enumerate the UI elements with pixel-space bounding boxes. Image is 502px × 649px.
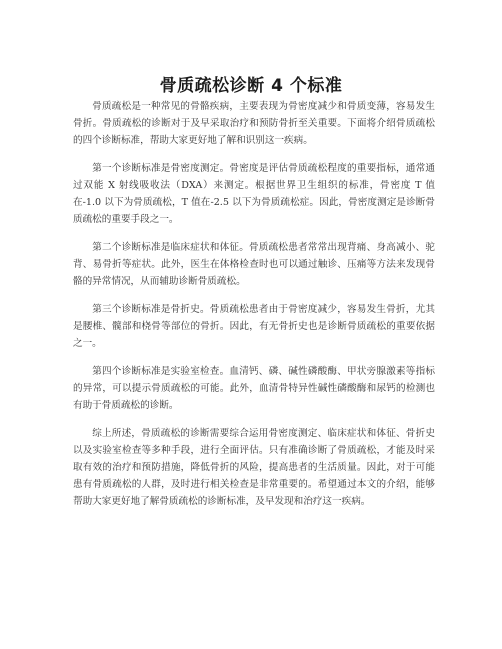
paragraph-criterion-1: 第一个诊断标准是骨密度测定。骨密度是评估骨质疏松程度的重要指标，通常通过双能 X 射线吸收法（DXA）来测定。根据世界卫生组织的标准，骨密度 T 值在-1.0 以下为骨质疏松，T 值在-2.5 以下为骨质疏松症。因此，骨密度测定是诊断骨质疏松的重要手段之一。: [73, 163, 435, 225]
paragraph-intro: 骨质疏松是一种常见的骨骼疾病，主要表现为骨密度减少和骨质变薄，容易发生骨折。骨质疏松的诊断对于及早采取治疗和预防骨折至关重要。下面将介绍骨质疏松的四个诊断标准，帮助大家更好地了解和识别这一疾病。: [73, 101, 435, 146]
paragraph-conclusion: 综上所述，骨质疏松的诊断需要综合运用骨密度测定、临床症状和体征、骨折史以及实验室检查等多种手段，进行全面评估。只有准确诊断了骨质疏松，才能及时采取有效的治疗和预防措施，降低骨折的风险，提高患者的生活质量。因此，对于可能患有骨质疏松的人群，及时进行相关检查是非常重要的。希望通过本文的介绍，能够帮助大家更好地了解骨质疏松的诊断标准，及早发现和治疗这一疾病。: [73, 428, 435, 507]
paragraph-criterion-4: 第四个诊断标准是实验室检查。血清钙、磷、碱性磷酸酶、甲状旁腺激素等指标的异常，可以提示骨质疏松的可能。此外，血清骨特异性碱性磷酸酶和尿钙的检测也有助于骨质疏松的诊断。: [73, 366, 435, 411]
document-title: 骨质疏松诊断 4 个标准: [159, 76, 343, 97]
paragraph-criterion-3: 第三个诊断标准是骨折史。骨质疏松患者由于骨密度减少，容易发生骨折，尤其是腰椎、髋部和桡骨等部位的骨折。因此，有无骨折史也是诊断骨质疏松的重要依据之一。: [73, 304, 435, 349]
paragraph-criterion-2: 第二个诊断标准是临床症状和体征。骨质疏松患者常常出现背痛、身高减小、驼背、易骨折等症状。此外，医生在体格检查时也可以通过触诊、压痛等方法来发现骨骼的异常情况，从而辅助诊断骨质疏松。: [73, 242, 435, 287]
document-body: [73, 98, 435, 521]
